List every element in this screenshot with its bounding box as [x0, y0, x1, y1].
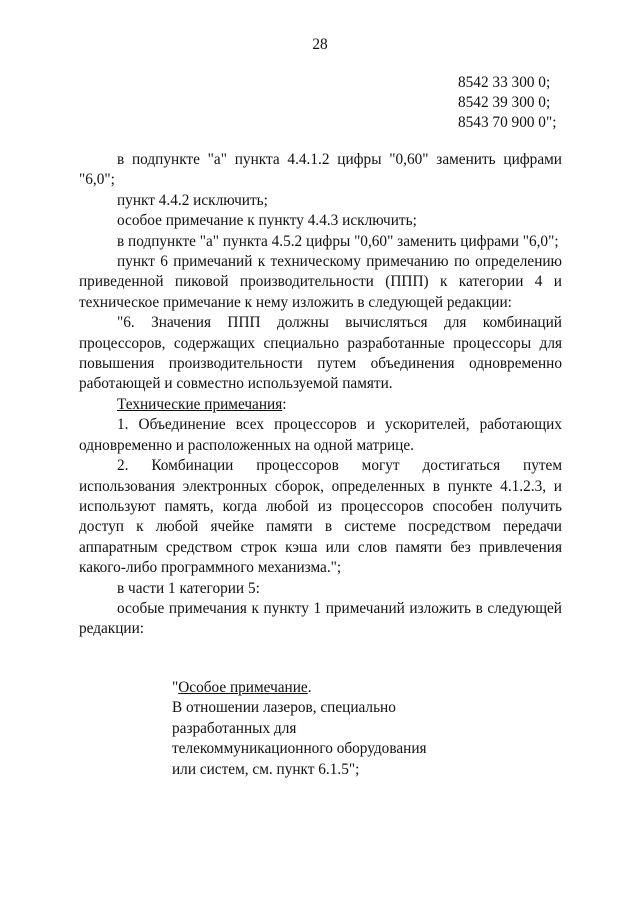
paragraph: 1. Объединение всех процессоров и ускорителей, работающих одновременно и расположенных на одной матрице. [79, 416, 562, 454]
paragraph: "6. Значения ППП должны вычисляться для комбинаций процессоров, содержащих специально разработанные процессоры для повышения производительности путем объединения одновременно работающей и совместно используемой памяти. [79, 314, 562, 393]
paragraph: особые примечания к пункту 1 примечаний изложить в следующей редакции: [79, 599, 562, 638]
tech-notes-heading: Технические примечания: [117, 395, 287, 413]
special-note-line: разработанных для [172, 719, 297, 737]
code-item: 8543 70 900 0"; [458, 114, 557, 131]
paragraph: в подпункте "а" пункта 4.5.2 цифры "0,60" заменить цифрами "6,0"; [117, 232, 559, 250]
special-note [172, 678, 472, 780]
paragraph: особое примечание к пункту 4.4.3 исключить; [117, 212, 417, 230]
paragraph: в подпункте "а" пункта 4.4.1.2 цифры "0,60" заменить цифрами "6,0"; [79, 151, 562, 189]
page-number: 28 [312, 36, 328, 53]
special-note-line: или систем, см. пункт 6.1.5"; [172, 760, 360, 778]
paragraph: пункт 6 примечаний к техническому примечанию по определению приведенной пиковой производительности (ППП) к категории 4 и техническое примечание к нему изложить в следующей редакции: [79, 253, 562, 311]
paragraph: в части 1 категории 5: [117, 579, 260, 597]
tech-notes-heading-text: Технические примечания [117, 395, 283, 413]
code-list [458, 73, 556, 133]
body-text [79, 150, 562, 640]
special-note-title: "Особое примечание. [172, 679, 312, 696]
paragraph: 2. Комбинации процессоров могут достигаться путем использования электронных сборок, определенных в пункте 4.1.2.3, и используют память, когда любой из процессоров способен получить доступ к любой ячейке памяти в системе посредством передачи аппаратным средством строк кэша или слов памяти без привлечения какого-либо программного механизма."; [79, 457, 562, 577]
special-note-title-text: Особое примечание [178, 679, 308, 696]
paragraph: пункт 4.4.2 исключить; [117, 191, 268, 209]
special-note-line: телекоммуникационного оборудования [172, 740, 427, 758]
code-item: 8542 39 300 0; [458, 94, 551, 111]
code-item: 8542 33 300 0; [458, 74, 551, 91]
special-note-line: В отношении лазеров, специально [172, 699, 396, 717]
